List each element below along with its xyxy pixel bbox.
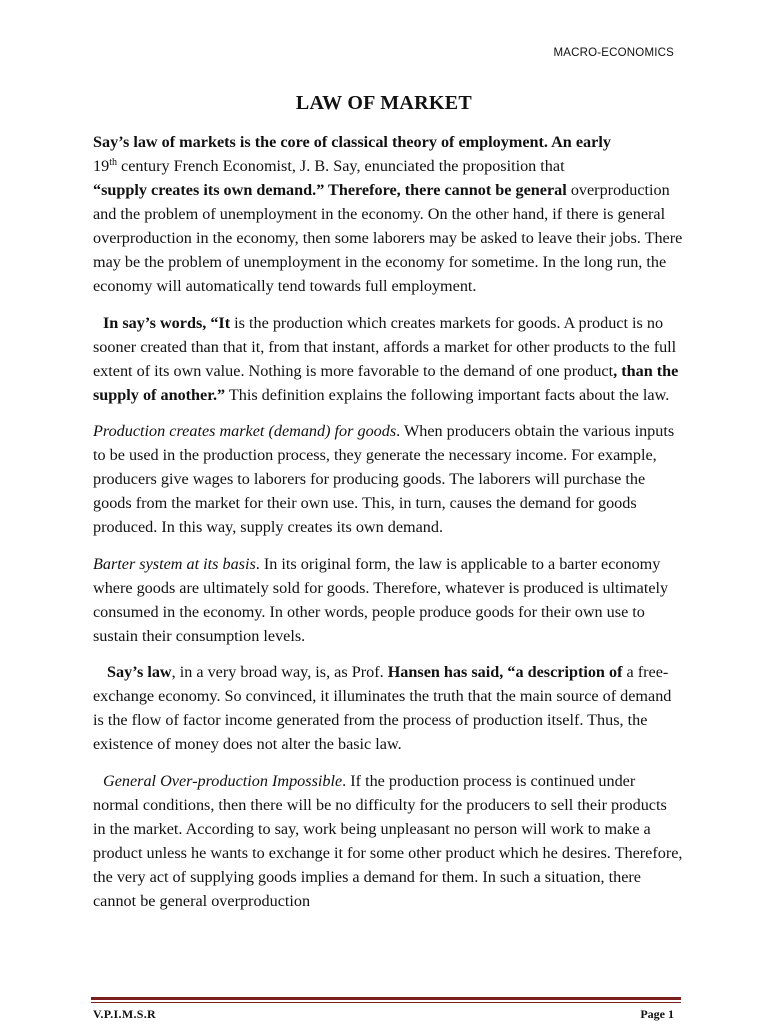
p5-bold-lead: Say’s law xyxy=(107,663,172,681)
p3-text: . When producers obtain the various inputs to be used in the production process, they generate the necessary income. For example, producers give wages to laborers for producing goods. The laborers will purchase the goods from the market for their own use. This, in turn, causes the demand for goods produced. In this way, supply creates its own demand. xyxy=(93,422,675,536)
footer-divider xyxy=(91,997,681,1003)
paragraph-6 xyxy=(93,769,683,913)
footer-institution: V.P.I.M.S.R xyxy=(93,1007,156,1021)
p1-text-2: century French Economist, J. B. Say, enunciated the proposition that xyxy=(116,157,565,175)
page-title: LAW OF MARKET xyxy=(295,92,473,114)
p4-italic-heading: Barter system at its basis xyxy=(93,554,256,573)
p5-bold-quote: Hansen has said, “a description of xyxy=(387,663,623,681)
p5-text: a free-exchange economy. So convinced, it illuminates the truth that the main source of demand is the flow of factor income generated from the process of production itself. Thus, the existence of money does not alter the basic law. xyxy=(93,663,672,753)
paragraph-3 xyxy=(93,419,683,539)
paragraph-5 xyxy=(93,660,683,756)
p1-bold-quote: “supply creates its own demand.” Therefore, there cannot be general xyxy=(93,181,567,199)
p2-text-end: This definition explains the following important facts about the law. xyxy=(225,385,670,404)
document-body xyxy=(93,130,683,925)
p1-text-rest: overproduction and the problem of unemployment in the economy. On the other hand, if there is general overproduction in the economy, then some laborers may be asked to leave their jobs. There may be the problem of unemployment in the economy for sometime. In the long run, the economy will automatically tend towards full employment. xyxy=(93,181,683,295)
paragraph-1 xyxy=(93,130,683,298)
running-header: MACRO-ECONOMICS xyxy=(553,47,674,59)
p1-bold-lead: Say’s law of markets is the core of classical theory of employment. An early xyxy=(93,133,611,151)
p2-text-mid: is the production which creates markets for goods. A product is no sooner created than that it, from that instant, affords a market for other products to the full extent of its own value. Nothing is more favorable to the demand of one product xyxy=(93,313,677,380)
p6-italic-heading: General Over-production Impossible xyxy=(103,771,343,790)
p2-bold-quote: , than the supply of another.” xyxy=(93,361,679,404)
p6-text: . If the production process is continued under normal conditions, then there will be no difficulty for the producers to sell their products in the market. According to say, work being unpleasant no person will work to make a product unless he wants to exchange it for some other product which he desires. Therefore, the very act of supplying goods implies a demand for them. In such a situation, there cannot be general overproduction xyxy=(93,771,683,910)
p2-bold-lead: In say’s words, “It xyxy=(103,313,231,332)
p3-italic-heading: Production creates market (demand) for goods xyxy=(93,422,397,440)
paragraph-2 xyxy=(93,311,683,407)
page-number: Page 1 xyxy=(640,1007,674,1021)
p5-text-mid: , in a very broad way, is, as Prof. xyxy=(171,663,388,681)
p1-superscript: th xyxy=(109,157,117,168)
paragraph-4 xyxy=(93,552,683,648)
p1-century-number: 19 xyxy=(93,157,110,175)
p4-text: . In its original form, the law is applicable to a barter economy where goods are ultimately sold for goods. Therefore, whatever is produced is ultimately consumed in the economy. In other words, people produce goods for their own use to sustain their consumption levels. xyxy=(93,554,669,645)
